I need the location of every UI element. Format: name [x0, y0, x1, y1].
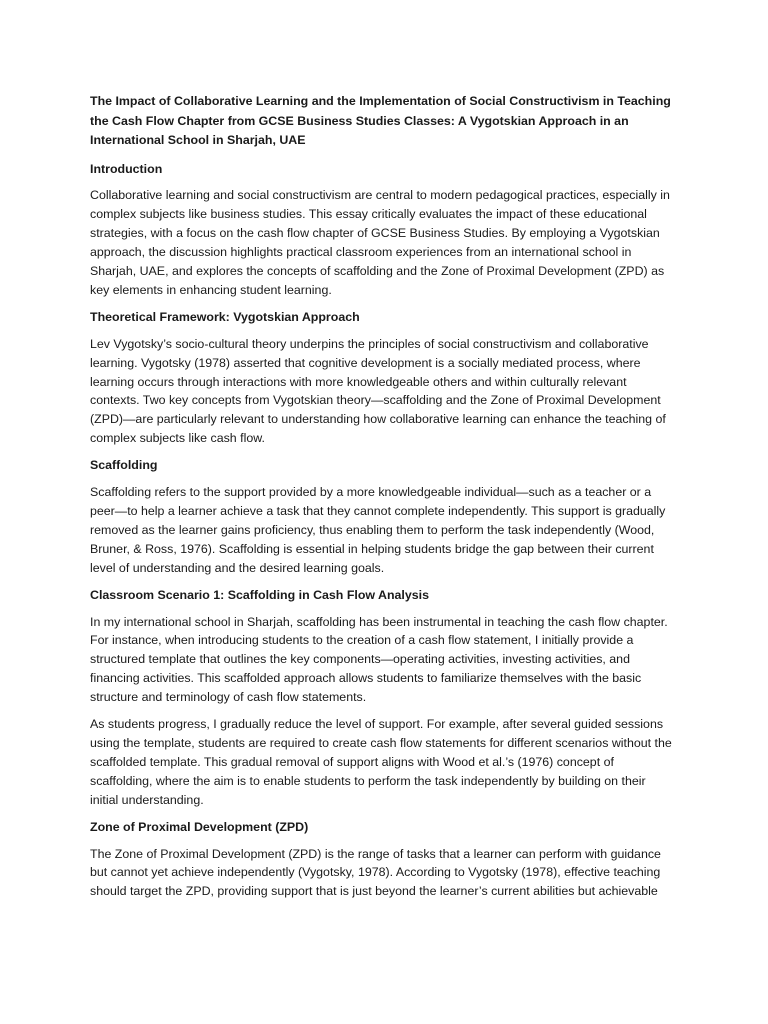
- section-heading-theoretical-framework: Theoretical Framework: Vygotskian Approach: [90, 309, 360, 324]
- paragraph-classroom-scenario-1b: As students progress, I gradually reduce the level of support. For example, after several guided sessions using the template, students are required to create cash flow statements for different scenarios without the scaffolded template. This gradual removal of support aligns with Wood et al.’s (1976) concept of scaffolding, where the aim is to enable students to perform the task independently by building on their initial understanding.: [90, 717, 672, 807]
- section-heading-classroom-scenario-1: Classroom Scenario 1: Scaffolding in Cash Flow Analysis: [90, 587, 429, 602]
- document-title: The Impact of Collaborative Learning and the Implementation of Social Constructivism in Teaching the Cash Flow Chapter from GCSE Business Studies Classes: A Vygotskian Approach in an International School in Sharjah, UAE: [90, 94, 671, 147]
- paragraph-theoretical-framework: Lev Vygotsky’s socio-cultural theory underpins the principles of social constructivism and collaborative learning. Vygotsky (1978) asserted that cognitive development is a socially mediated process, where learning occurs through interactions with more knowledgeable others and within culturally relevant contexts. Two key concepts from Vygotskian theory—scaffolding and the Zone of Proximal Development (ZPD)—are particularly relevant to understanding how collaborative learning can enhance the teaching of complex subjects like cash flow.: [90, 336, 666, 446]
- paragraph-classroom-scenario-1a: In my international school in Sharjah, scaffolding has been instrumental in teaching the cash flow chapter. For instance, when introducing students to the creation of a cash flow statement, I initially provide a structured template that outlines the key components—operating activities, investing activities, and financing activities. This scaffolded approach allows students to familiarize themselves with the basic structure and terminology of cash flow statements.: [90, 614, 668, 705]
- document-body: [90, 92, 674, 909]
- section-heading-scaffolding: Scaffolding: [90, 458, 158, 473]
- paragraph-zpd: The Zone of Proximal Development (ZPD) is the range of tasks that a learner can perform with guidance but cannot yet achieve independently (Vygotsky, 1978). According to Vygotsky (1978), effective teaching should target the ZPD, providing support that is just beyond the learner’s current abilities but achievable: [90, 846, 661, 899]
- paragraph-introduction: Collaborative learning and social constructivism are central to modern pedagogical practices, especially in complex subjects like business studies. This essay critically evaluates the impact of these educational strategies, with a focus on the cash flow chapter of GCSE Business Studies. By employing a Vygotskian approach, the discussion highlights practical classroom experiences from an international school in Sharjah, UAE, and explores the concepts of scaffolding and the Zone of Proximal Development (ZPD) as key elements in enhancing student learning.: [90, 188, 670, 297]
- paragraph-scaffolding: Scaffolding refers to the support provided by a more knowledgeable individual—such as a teacher or a peer—to help a learner achieve a task that they cannot complete independently. This support is gradually removed as the learner gains proficiency, thus enabling them to perform the task independently (Wood, Bruner, & Ross, 1976). Scaffolding is essential in helping students bridge the gap between their current level of understanding and the desired learning goals.: [90, 485, 666, 575]
- section-heading-introduction: Introduction: [90, 161, 163, 176]
- section-heading-zpd: Zone of Proximal Development (ZPD): [90, 819, 309, 834]
